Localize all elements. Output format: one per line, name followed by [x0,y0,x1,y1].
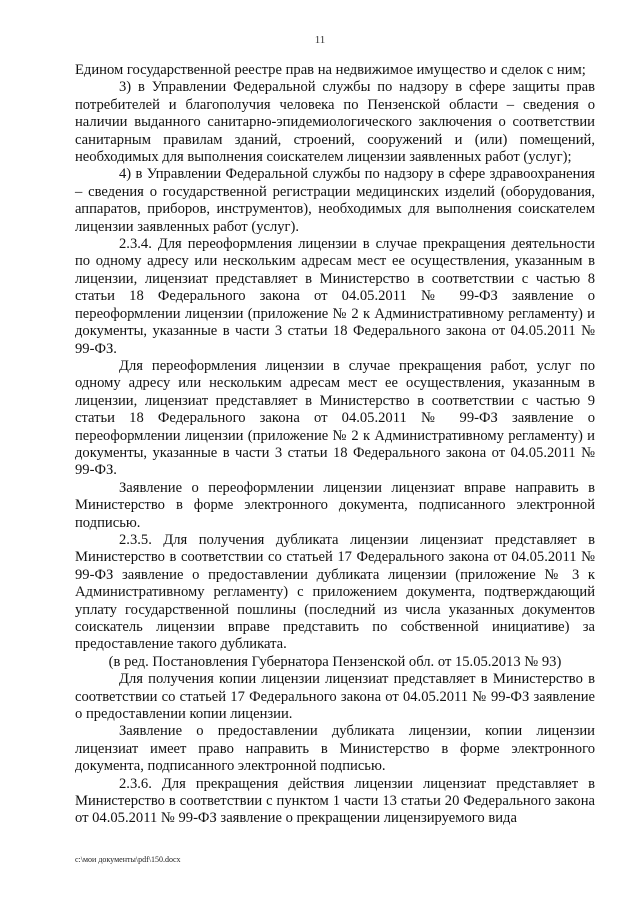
page-number: 11 [314,34,326,46]
paragraph-amendment-note: (в ред. Постановления Губернатора Пензенской обл. от 15.05.2013 № 93) [108,653,562,670]
paragraph-reissue-electronic: Заявление о переоформлении лицензии лицензиат вправе направить в Министерство в форме электронного документа, подписанного электронной подписью. [75,479,595,531]
paragraph-duplicate-electronic: Заявление о предоставлении дубликата лицензии, копии лицензии лицензиат имеет право направить в Министерство в форме электронного документа, подписанного электронной подписью. [75,723,595,775]
paragraph-2-3-4: 2.3.4. Для переоформления лицензии в случае прекращения деятельности по одному адресу или нескольким адресам мест ее осуществления, указанным в лицензии, лицензиат представляет в Министерство в соответствии с частью 8 статьи 18 Федерального закона от 04.05.2011 № 99-ФЗ заявление о переоформлении лицензии (приложение № 2 к Административному регламенту) и документы, указанные в части 3 статьи 18 Федерального закона от 04.05.2011 № 99-ФЗ. [75,236,595,357]
document-body [75,62,595,828]
paragraph-item-3: 3) в Управлении Федеральной службы по надзору в сфере защиты прав потребителей и благополучия человека по Пензенской области – сведения о наличии выданного санитарно-эпидемиологического заключения о соответствии санитарным правилам зданий, строений, сооружений и (или) помещений, необходимых для выполнения соискателем лицензии заявленных работ (услуг); [75,79,595,166]
paragraph-2-3-5: 2.3.5. Для получения дубликата лицензии лицензиат представляет в Министерство в соответствии со статьей 17 Федерального закона от 04.05.2011 № 99-ФЗ заявление о предоставлении дубликата лицензии (приложение № 3 к Административному регламенту) с приложением документа, подтверждающий уплату государственной пошлины (последний из числа указанных документов соискатель лицензии вправе представить по собственной инициативе) за предоставление такого дубликата. [75,531,595,653]
footer-file-path: c:\мои документы\pdf\150.docx [75,855,181,864]
paragraph-item-4: 4) в Управлении Федеральной службы по надзору в сфере здравоохранения – сведения о государственной регистрации медицинских изделий (оборудования, аппаратов, приборов, инструментов), необходимых для выполнения соискателем лицензии заявленных работ (услуг). [75,166,595,235]
paragraph-reissue-works: Для переоформления лицензии в случае прекращения работ, услуг по одному адресу или нескольким адресам мест ее осуществления, указанным в лицензии, лицензиат представляет в Министерство в соответствии с частью 9 статьи 18 Федерального закона от 04.05.2011 № 99-ФЗ заявление о переоформлении лицензии (приложение № 2 к Административному регламенту) и документы, указанные в части 3 статьи 18 Федерального закона от 04.05.2011 № 99-ФЗ. [75,357,595,479]
paragraph-continuation: Едином государственной реестре прав на недвижимое имущество и сделок с ним; [75,62,586,78]
paragraph-2-3-6: 2.3.6. Для прекращения действия лицензии лицензиат представляет в Министерство в соответствии с пунктом 1 части 13 статьи 20 Федерального закона от 04.05.2011 № 99-ФЗ заявление о прекращении лицензируемого вида [75,775,595,827]
paragraph-license-copy: Для получения копии лицензии лицензиат представляет в Министерство в соответствии со статьей 17 Федерального закона от 04.05.2011 № 99-ФЗ заявление о предоставлении копии лицензии. [75,671,595,723]
